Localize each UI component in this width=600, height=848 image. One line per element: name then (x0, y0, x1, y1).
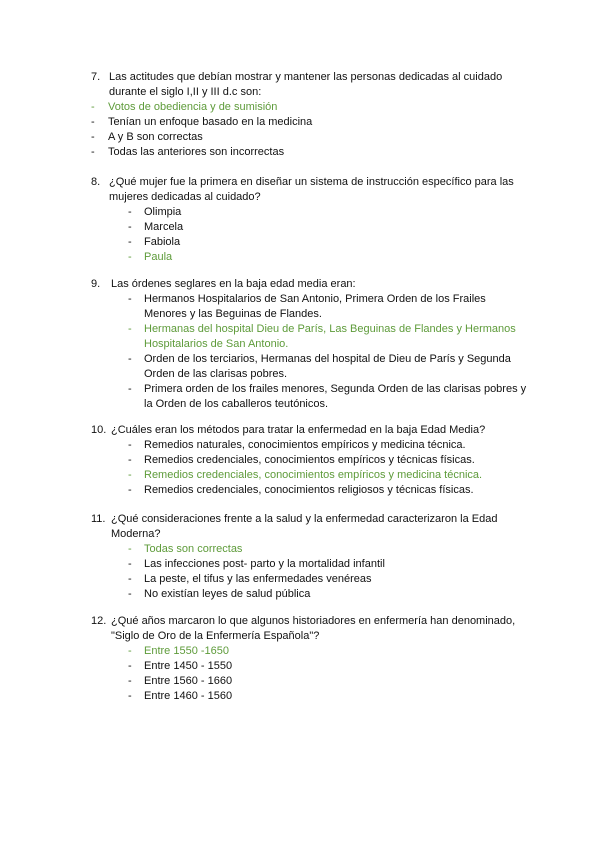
question-10 (91, 423, 531, 498)
option: - Las infecciones post- parto y la mortalidad infantil (91, 557, 531, 572)
option-text: Marcela (144, 221, 184, 233)
option-text: La peste, el tifus y las enfermedades venéreas (144, 573, 372, 585)
option-text: Entre 1460 - 1560 (144, 690, 233, 702)
option: - A y B son correctas (91, 130, 531, 145)
option: - Remedios credenciales, conocimientos religiosos y técnicas físicas. (91, 483, 531, 498)
option-text: Remedios credenciales, conocimientos religiosos y técnicas físicas. (144, 484, 474, 496)
option-text: Hermanos Hospitalarios de San Antonio, Primera Orden de los Frailes Menores y las Beguinas de Flandes. (144, 293, 486, 320)
option-text: Entre 1550 -1650 (144, 645, 230, 657)
option: - La peste, el tifus y las enfermedades venéreas (91, 572, 531, 587)
option-text: Orden de los terciarios, Hermanas del hospital de Dieu de París y Segunda Orden de las clarisas pobres. (144, 353, 511, 380)
option: - Remedios credenciales, conocimientos empíricos y técnicas físicas. (91, 453, 531, 468)
option: - Todas las anteriores son incorrectas (91, 145, 531, 160)
option-correct: - Todas son correctas (91, 542, 531, 557)
option-text: Olimpia (144, 206, 182, 218)
option-correct: - Votos de obediencia y de sumisión (91, 100, 531, 115)
option: - Marcela (91, 220, 531, 235)
question-11 (91, 512, 531, 602)
question-number: 11. (91, 513, 106, 525)
question-text: ¿Qué mujer fue la primera en diseñar un sistema de instrucción específico para las mujeres dedicadas al cuidado? (109, 176, 514, 203)
option-text: Paula (144, 251, 173, 263)
option-text: Primera orden de los frailes menores, Segunda Orden de las clarisas pobres y la Orden de los caballeros teutónicos. (144, 383, 527, 410)
option-text: Todas las anteriores son incorrectas (108, 146, 285, 158)
option-text: Hermanas del hospital Dieu de París, Las Beguinas de Flandes y Hermanos Hospitalarios de San Antonio. (144, 323, 516, 350)
option-text: Remedios credenciales, conocimientos empíricos y medicina técnica. (144, 469, 483, 481)
question-number: 8. (91, 176, 101, 188)
question-text: ¿Qué consideraciones frente a la salud y la enfermedad caracterizaron la Edad Moderna? (111, 513, 498, 540)
option-correct: - Paula (91, 250, 531, 265)
option: - Fabiola (91, 235, 531, 250)
question-8 (91, 175, 531, 265)
option: - Primera orden de los frailes menores, Segunda Orden de las clarisas pobres y la Orden de los caballeros teutónicos. (91, 382, 531, 412)
option-text: Tenían un enfoque basado en la medicina (108, 116, 313, 128)
question-12 (91, 614, 531, 704)
question-text: ¿Qué años marcaron lo que algunos historiadores en enfermería han denominado, "Siglo de Oro de la Enfermería Española"? (111, 615, 516, 642)
option-text: Entre 1450 - 1550 (144, 660, 233, 672)
question-number: 12. (91, 615, 107, 627)
question-text: ¿Cuáles eran los métodos para tratar la enfermedad en la baja Edad Media? (111, 424, 486, 436)
option-correct: - Hermanas del hospital Dieu de París, Las Beguinas de Flandes y Hermanos Hospitalarios de San Antonio. (91, 322, 531, 352)
option: - Hermanos Hospitalarios de San Antonio, Primera Orden de los Frailes Menores y las Beguinas de Flandes. (91, 292, 531, 322)
option-text: Las infecciones post- parto y la mortalidad infantil (144, 558, 385, 570)
question-number: 9. (91, 278, 101, 290)
question-number: 10. (91, 424, 107, 436)
option-correct: - Entre 1550 -1650 (91, 644, 531, 659)
option-text: Todas son correctas (144, 543, 243, 555)
option-text: Fabiola (144, 236, 181, 248)
option: - Entre 1560 - 1660 (91, 674, 531, 689)
option-correct: - Remedios credenciales, conocimientos empíricos y medicina técnica. (91, 468, 531, 483)
question-text: Las órdenes seglares en la baja edad media eran: (111, 278, 356, 290)
option-text: Entre 1560 - 1660 (144, 675, 233, 687)
option: - Entre 1450 - 1550 (91, 659, 531, 674)
option: - Orden de los terciarios, Hermanas del hospital de Dieu de París y Segunda Orden de las clarisas pobres. (91, 352, 531, 382)
option-text: Votos de obediencia y de sumisión (108, 101, 278, 113)
question-9 (91, 277, 531, 412)
option-text: A y B son correctas (108, 131, 203, 143)
option: - No existían leyes de salud pública (91, 587, 531, 602)
option-text: Remedios credenciales, conocimientos empíricos y técnicas físicas. (144, 454, 475, 466)
question-text: Las actitudes que debían mostrar y mantener las personas dedicadas al cuidado durante el siglo I,II y III d.c son: (109, 71, 503, 98)
option-text: Remedios naturales, conocimientos empíricos y medicina técnica. (144, 439, 466, 451)
option: - Tenían un enfoque basado en la medicina (91, 115, 531, 130)
option: - Remedios naturales, conocimientos empíricos y medicina técnica. (91, 438, 531, 453)
question-7 (91, 70, 531, 160)
question-number: 7. (91, 71, 101, 83)
option-text: No existían leyes de salud pública (144, 588, 311, 600)
option: - Olimpia (91, 205, 531, 220)
option: - Entre 1460 - 1560 (91, 689, 531, 704)
